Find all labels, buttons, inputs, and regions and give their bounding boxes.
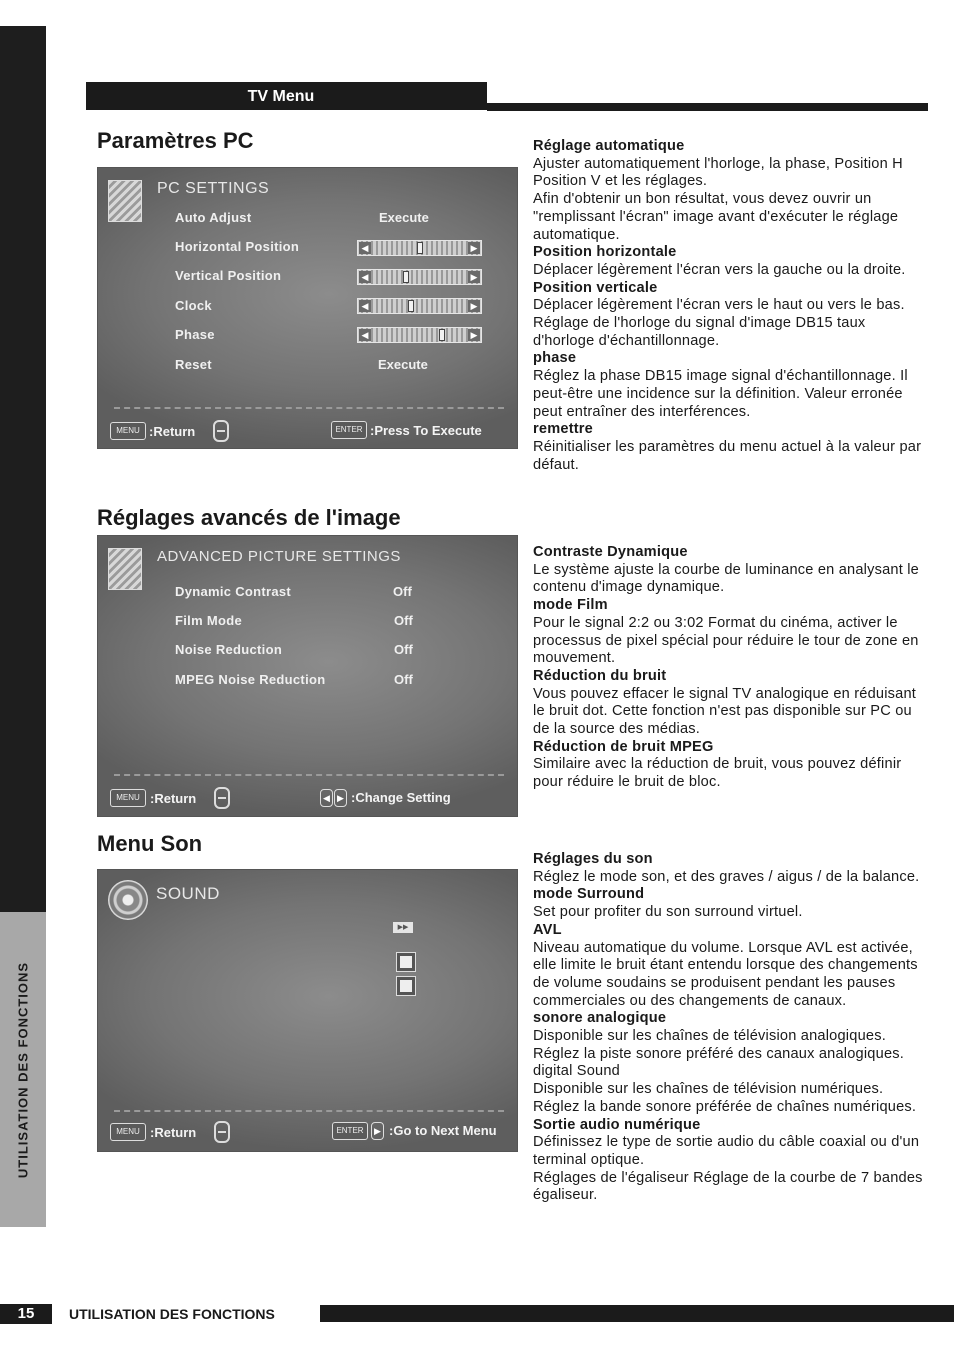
- divider: [114, 1110, 504, 1112]
- menu-item-dynamic-contrast[interactable]: Dynamic Contrast: [175, 584, 292, 599]
- arrow-left-icon: ◀: [359, 242, 371, 254]
- change-setting-hint: :Change Setting: [351, 790, 451, 805]
- arrow-left-icon: ◀: [359, 329, 371, 341]
- advanced-picture-panel: [97, 535, 518, 817]
- enter-key-icon: ENTER: [332, 1122, 368, 1140]
- arrow-right-icon: ▶: [334, 789, 347, 807]
- arrow-left-icon: ◀: [320, 789, 333, 807]
- up-down-icon: [214, 787, 230, 809]
- slider-vertical-position[interactable]: [357, 269, 482, 285]
- desc-text: Niveau automatique du volume. Lorsque AVL est activée, elle limite le bruit étant entendu lorsque des changements de volume soudains se produisent pendant les pauses commerciales ou des changements de canaux.: [533, 939, 918, 1009]
- slider-knob[interactable]: [417, 242, 423, 254]
- divider: [114, 774, 504, 776]
- header-bar: [86, 82, 487, 110]
- next-menu-hint: :Go to Next Menu: [389, 1123, 497, 1138]
- desc-text: Réglez le mode son, et des graves / aigus / de la balance.: [533, 868, 920, 885]
- desc-text: Déplacer légèrement l'écran vers le haut ou vers le bas. Réglage de l'horloge du signal d'image DB15 taux d'horloge d'échantillonnage.: [533, 297, 905, 349]
- checkbox[interactable]: [396, 976, 416, 996]
- desc-text: Disponible sur les chaînes de télévision analogiques. Réglez la piste sonore préféré des canaux analogiques. digital Sound Disponible sur les chaînes de télévision numériques. Réglez la bande sonore préférée de chaînes numériques.: [533, 1028, 917, 1115]
- menu-item-value: Off: [394, 642, 413, 657]
- up-down-icon: [214, 1121, 230, 1143]
- execute-hint: :Press To Execute: [370, 423, 482, 438]
- desc-heading: Réduction du bruit: [533, 667, 667, 684]
- fast-forward-icon: ▶▶: [393, 922, 413, 933]
- desc-heading: Réglage automatique: [533, 138, 685, 154]
- divider: [114, 407, 504, 409]
- desc-heading: Réglages du son: [533, 851, 653, 867]
- slider-knob[interactable]: [439, 329, 445, 341]
- menu-item-reset[interactable]: Reset: [175, 357, 212, 372]
- desc-text: Définissez le type de sortie audio du câble coaxial ou d'un terminal optique. Réglages de l'égaliseur Réglage de la courbe de 7 bandes égaliseur.: [533, 1134, 923, 1204]
- panel-title: PC SETTINGS: [157, 180, 270, 197]
- desc-heading: phase: [533, 350, 577, 367]
- speaker-icon: [108, 880, 148, 920]
- menu-item-auto-adjust[interactable]: Auto Adjust: [175, 210, 252, 225]
- desc-text: Set pour profiter du son surround virtuel.: [533, 904, 803, 921]
- menu-key-icon: MENU: [110, 789, 146, 807]
- picture-settings-icon: [108, 548, 142, 590]
- footer-rule: [320, 1305, 954, 1322]
- side-bar-dark: [0, 26, 46, 912]
- arrow-right-icon: ▶: [468, 329, 480, 341]
- menu-item-value: Off: [394, 613, 413, 628]
- picture-settings-icon: [108, 180, 142, 222]
- desc-heading: AVL: [533, 921, 562, 938]
- menu-key-icon: MENU: [110, 1123, 146, 1141]
- slider-knob[interactable]: [408, 300, 414, 312]
- menu-item-value: Execute: [379, 210, 429, 225]
- sound-description: [533, 851, 928, 1205]
- desc-text: Ajuster automatiquement l'horloge, la phase, Position H Position V et les réglages. Afin d'obtenir un bon résultat, vous devez ouvrir un "remplissant l'écran" image avant d'exécuter le réglage automatique.: [533, 155, 903, 243]
- return-hint: :Return: [150, 791, 197, 806]
- page-number: 15: [0, 1304, 52, 1324]
- menu-item-value: Off: [394, 672, 413, 687]
- sound-panel: [97, 869, 518, 1152]
- menu-item-value: Off: [393, 584, 412, 599]
- pc-description: [533, 138, 928, 474]
- section-title-advanced: Réglages avancés de l'image: [97, 505, 401, 530]
- desc-heading: Position horizontale: [533, 244, 677, 261]
- desc-heading: remettre: [533, 421, 594, 438]
- menu-item-noise-reduction[interactable]: Noise Reduction: [175, 642, 283, 657]
- menu-item-film-mode[interactable]: Film Mode: [175, 613, 242, 628]
- menu-item-mpeg-noise-reduction[interactable]: MPEG Noise Reduction: [175, 672, 326, 687]
- desc-heading: Position verticale: [533, 279, 658, 296]
- desc-heading: Sortie audio numérique: [533, 1116, 701, 1133]
- panel-title: ADVANCED PICTURE SETTINGS: [157, 548, 401, 565]
- arrow-left-icon: ◀: [359, 271, 371, 283]
- header-rule: [487, 103, 928, 111]
- slider-horizontal-position[interactable]: [357, 240, 482, 256]
- desc-text: Réinitialiser les paramètres du menu actuel à la valeur par défaut.: [533, 438, 922, 473]
- up-down-icon: [213, 420, 229, 442]
- advanced-description: [533, 544, 928, 792]
- arrow-left-icon: ◀: [359, 300, 371, 312]
- arrow-right-icon: ▶: [468, 242, 480, 254]
- menu-item-value: Execute: [378, 357, 428, 372]
- desc-text: Déplacer légèrement l'écran vers la gauche ou la droite.: [533, 261, 906, 278]
- slider-knob[interactable]: [403, 271, 409, 283]
- desc-heading: Contraste Dynamique: [533, 544, 688, 560]
- pc-settings-panel: [97, 167, 518, 449]
- desc-heading: sonore analogique: [533, 1010, 667, 1027]
- menu-item-vertical-position[interactable]: Vertical Position: [175, 268, 282, 283]
- desc-text: Similaire avec la réduction de bruit, vous pouvez définir pour réduire le bruit de bloc.: [533, 756, 902, 791]
- panel-title: SOUND: [156, 884, 220, 903]
- menu-item-phase[interactable]: Phase: [175, 327, 215, 342]
- menu-item-horizontal-position[interactable]: Horizontal Position: [175, 239, 300, 254]
- return-hint: :Return: [149, 424, 196, 439]
- desc-heading: Réduction de bruit MPEG: [533, 738, 714, 755]
- desc-heading: mode Film: [533, 597, 608, 614]
- checkbox[interactable]: [396, 952, 416, 972]
- slider-clock[interactable]: [357, 298, 482, 314]
- menu-item-clock[interactable]: Clock: [175, 298, 212, 313]
- desc-heading: mode Surround: [533, 886, 645, 903]
- desc-text: Réglez la phase DB15 image signal d'échantillonnage. Il peut-être une incidence sur la définition. Valeur erronée peut entraîner des interférences.: [533, 368, 908, 420]
- enter-key-icon: ENTER: [331, 421, 367, 439]
- header-title: TV Menu: [247, 88, 315, 105]
- arrow-right-icon: ▶: [371, 1122, 384, 1140]
- footer-label: UTILISATION DES FONCTIONS: [69, 1306, 275, 1322]
- return-hint: :Return: [150, 1125, 197, 1140]
- section-title-sound: Menu Son: [97, 831, 203, 856]
- menu-key-icon: MENU: [110, 422, 146, 440]
- arrow-right-icon: ▶: [468, 271, 480, 283]
- slider-phase[interactable]: [357, 327, 482, 343]
- side-label: UTILISATION DES FONCTIONS: [15, 961, 31, 1179]
- desc-text: Pour le signal 2:2 ou 3:02 Format du cinéma, activer le processus de pixel spécial pour réduire le tour de zone en mouvement.: [533, 614, 919, 667]
- desc-text: Le système ajuste la courbe de luminance en analysant le contenu d'image dynamique.: [533, 561, 919, 596]
- desc-text: Vous pouvez effacer le signal TV analogique en réduisant le bruit dot. Cette fonction n'est pas disponible sur PC ou de la source des médias.: [533, 685, 917, 738]
- arrow-right-icon: ▶: [468, 300, 480, 312]
- section-title-pc: Paramètres PC: [97, 128, 254, 153]
